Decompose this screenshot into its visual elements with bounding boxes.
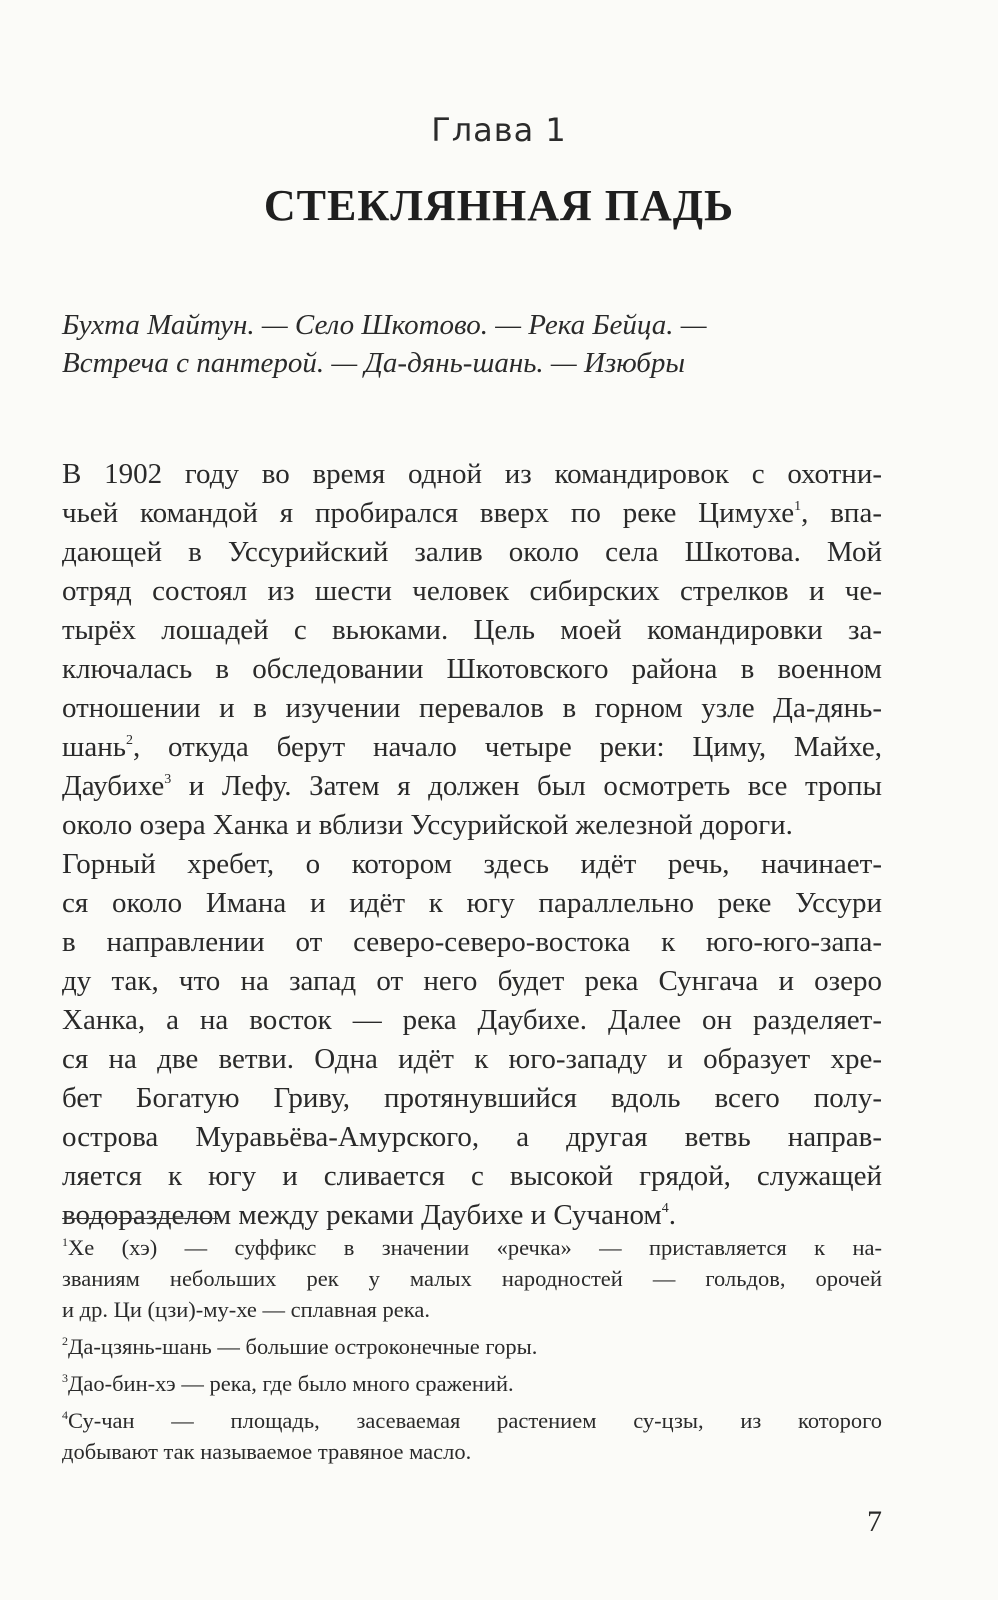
footnote-line bbox=[62, 1331, 882, 1362]
synopsis-line: Бухта Майтун. — Село Шкотово. — Река Бейца. — bbox=[62, 309, 707, 341]
text-line: ду так, что на запад от него будет река Сунгача и озеро bbox=[62, 965, 882, 997]
text-line: дающей в Уссурийский залив около села Шкотова. Мой bbox=[62, 536, 882, 568]
text-line-content: , откуда берут начало четыре реки: Циму, Майхе, bbox=[132, 731, 882, 763]
footnote-line bbox=[62, 1405, 882, 1436]
text-line: бет Богатую Гриву, протянувшийся вдоль всего полу- bbox=[62, 1082, 882, 1114]
text-line-content: чьей командой я пробирался вверх по реке Цимухе bbox=[62, 497, 795, 529]
synopsis-line: Встреча с пантерой. — Да-дянь-шань. — Изюбры bbox=[62, 347, 686, 379]
text-line: в направлении от северо-северо-востока к юго-юго-запа- bbox=[62, 926, 882, 958]
text-line-content: В 1902 году во время одной из командировок с охотни- bbox=[62, 458, 882, 490]
text-line-content: Горный хребет, о котором здесь идёт речь, начинает- bbox=[62, 848, 882, 880]
page-number: 7 bbox=[867, 1505, 882, 1538]
text-line-content: водоразделом между реками Даубихе и Сучаном bbox=[62, 1199, 662, 1231]
text-line: отряд состоял из шести человек сибирских стрелков и че- bbox=[62, 575, 882, 607]
footnote-line bbox=[62, 1368, 882, 1399]
text-line: около озера Ханка и вблизи Уссурийской железной дороги. bbox=[62, 809, 793, 841]
footnote-number: 4 bbox=[62, 1408, 68, 1422]
footnote-text: Дао-бин-хэ — река, где было много сражений. bbox=[68, 1371, 514, 1396]
footnote-line: и др. Ци (цзи)-му-хе — сплавная река. bbox=[62, 1297, 430, 1322]
footnote-ref: 3 bbox=[164, 772, 172, 787]
footnote-line bbox=[62, 1232, 882, 1263]
main-text bbox=[62, 455, 882, 1235]
text-line bbox=[62, 845, 882, 884]
text-line: ключалась в обследовании Шкотовского района в военном bbox=[62, 653, 882, 685]
chapter-title: СТЕКЛЯННАЯ ПАДЬ bbox=[263, 181, 735, 230]
text-line: ся около Имана и идёт к югу параллельно реке Уссури bbox=[62, 887, 882, 919]
footnote-text: Су-чан — площадь, засеваемая растением су-цзы, из которого bbox=[68, 1408, 882, 1433]
text-line: ся на две ветви. Одна идёт к юго-западу и образует хре- bbox=[62, 1043, 882, 1075]
text-line bbox=[62, 767, 882, 806]
text-line-content: шань bbox=[62, 731, 126, 763]
text-line bbox=[62, 728, 882, 767]
footnote-number: 2 bbox=[62, 1334, 68, 1348]
footnote-ref: 4 bbox=[661, 1201, 669, 1216]
text-line bbox=[62, 494, 882, 533]
footnote-ref: 1 bbox=[794, 499, 802, 514]
footnote-text: Хе (хэ) — суффикс в значении «речка» — приставляется к на- bbox=[68, 1235, 882, 1260]
chapter-label: Глава 1 bbox=[431, 111, 567, 149]
text-line: Ханка, а на восток — река Даубихе. Далее он разделяет- bbox=[62, 1004, 882, 1036]
text-line: острова Муравьёва-Амурского, а другая ветвь направ- bbox=[62, 1121, 882, 1153]
footnotes bbox=[62, 1232, 882, 1467]
text-line-content: и Лефу. Затем я должен был осмотреть все тропы bbox=[171, 770, 882, 802]
footnote-line: званиям небольших рек у малых народностей — гольдов, орочей bbox=[62, 1266, 882, 1291]
text-line: тырёх лошадей с вьюками. Цель моей командировки за- bbox=[62, 614, 882, 646]
text-line-content: Даубихе bbox=[62, 770, 165, 802]
text-line bbox=[62, 455, 882, 494]
text-line: ляется к югу и сливается с высокой грядой, служащей bbox=[62, 1160, 882, 1192]
footnote-line: добывают так называемое травяное масло. bbox=[62, 1439, 472, 1464]
footnote-text: Да-цзянь-шань — большие остроконечные горы. bbox=[68, 1334, 538, 1359]
text-line-content: . bbox=[668, 1199, 677, 1231]
text-line-content: , впа- bbox=[801, 497, 882, 529]
chapter-synopsis bbox=[62, 306, 882, 382]
footnote-ref: 2 bbox=[125, 733, 133, 748]
text-line: отношении и в изучении перевалов в горном узле Да-дянь- bbox=[62, 692, 882, 724]
text-line bbox=[62, 1196, 882, 1235]
footnote-divider bbox=[62, 1218, 218, 1219]
footnote-number: 3 bbox=[62, 1371, 68, 1385]
footnote-number: 1 bbox=[62, 1235, 68, 1249]
